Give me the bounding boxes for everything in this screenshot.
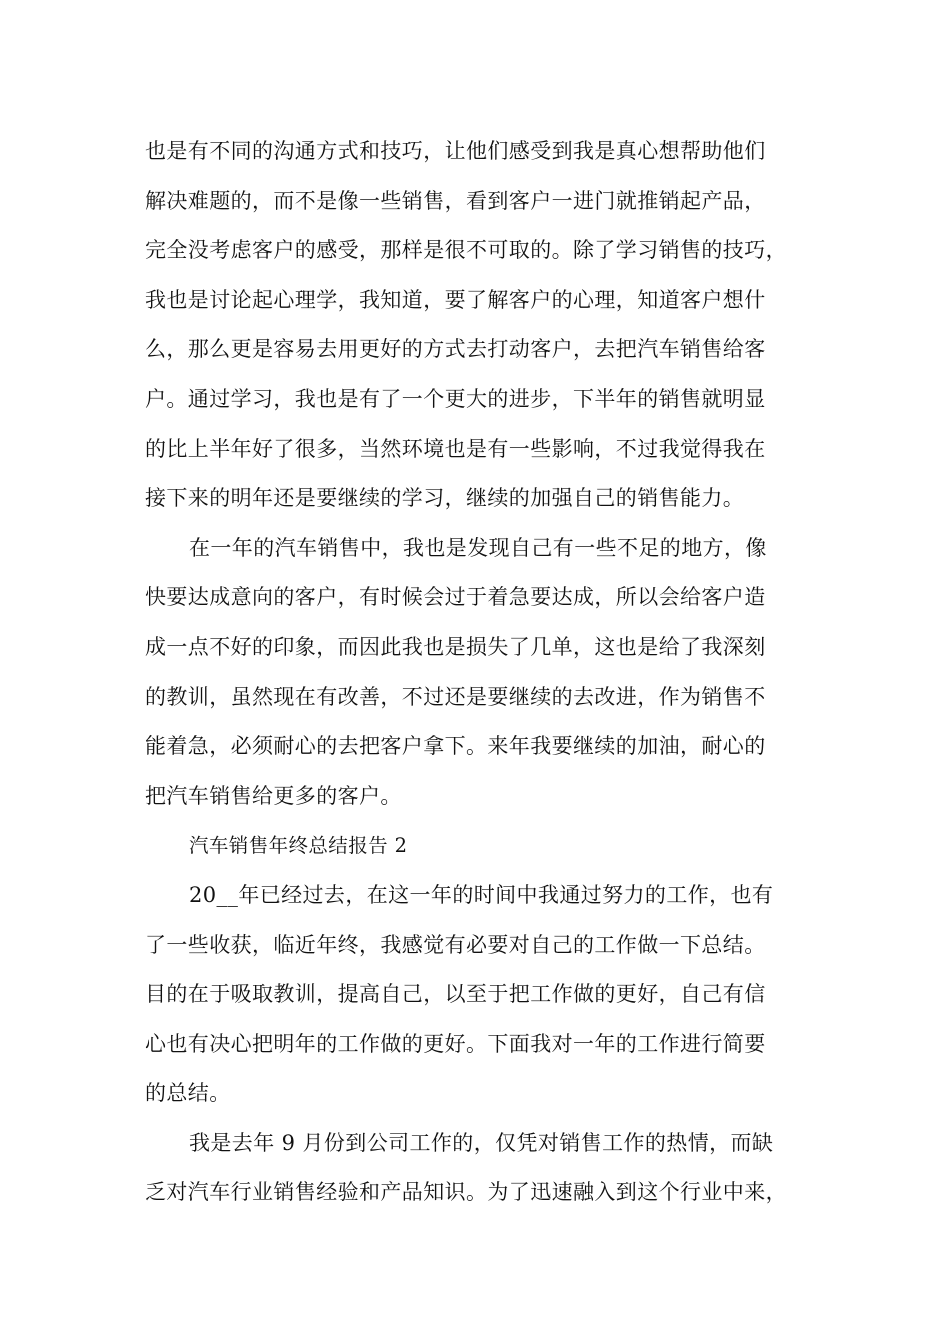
paragraph-1 — [145, 127, 825, 524]
paragraph-3 — [145, 871, 825, 1119]
text-line: 也是有不同的沟通方式和技巧，让他们感受到我是真心想帮助他们 — [145, 139, 766, 163]
text-line: 成一点不好的印象，而因此我也是损失了几单，这也是给了我深刻 — [145, 634, 766, 659]
text-line: 我也是讨论起心理学，我知道，要了解客户的心理，知道客户想什 — [145, 287, 766, 312]
document-body — [145, 127, 825, 1218]
text-line: 户。通过学习，我也是有了一个更大的进步，下半年的销售就明显 — [145, 386, 766, 411]
text-line: 目的在于吸取教训，提高自己，以至于把工作做的更好，自己有信 — [145, 982, 766, 1007]
text-line: 20__年已经过去，在这一年的时间中我通过努力的工作，也有 — [189, 882, 774, 907]
section-heading: 汽车销售年终总结报告 2 — [189, 834, 408, 858]
text-line: 乏对汽车行业销售经验和产品知识。为了迅速融入到这个行业中来， — [145, 1180, 787, 1205]
text-line: 的比上半年好了很多，当然环境也是有一些影响，不过我觉得我在 — [145, 436, 766, 461]
text-line: 心也有决心把明年的工作做的更好。下面我对一年的工作进行简要 — [145, 1031, 766, 1056]
text-line: 能着急，必须耐心的去把客户拿下。来年我要继续的加油，耐心的 — [145, 734, 766, 759]
text-line: 把汽车销售给更多的客户。 — [145, 783, 402, 808]
text-line: 完全没考虑客户的感受，那样是很不可取的。除了学习销售的技巧， — [145, 238, 787, 263]
text-line: 的总结。 — [145, 1081, 231, 1106]
text-line: 在一年的汽车销售中，我也是发现自己有一些不足的地方，像 — [189, 535, 767, 560]
text-line: 我是去年 9 月份到公司工作的，仅凭对销售工作的热情，而缺 — [189, 1130, 774, 1155]
text-line: 么，那么更是容易去用更好的方式去打动客户，去把汽车销售给客 — [145, 337, 766, 362]
text-line: 解决难题的，而不是像一些销售，看到客户一进门就推销起产品， — [145, 188, 766, 213]
text-line: 接下来的明年还是要继续的学习，继续的加强自己的销售能力。 — [145, 486, 745, 511]
paragraph-2 — [145, 524, 825, 822]
text-line: 快要达成意向的客户，有时候会过于着急要达成，所以会给客户造 — [145, 585, 766, 610]
paragraph-4 — [145, 1119, 825, 1218]
text-line: 了一些收获，临近年终，我感觉有必要对自己的工作做一下总结。 — [145, 932, 766, 957]
text-line: 的教训，虽然现在有改善，不过还是要继续的去改进，作为销售不 — [145, 684, 766, 709]
